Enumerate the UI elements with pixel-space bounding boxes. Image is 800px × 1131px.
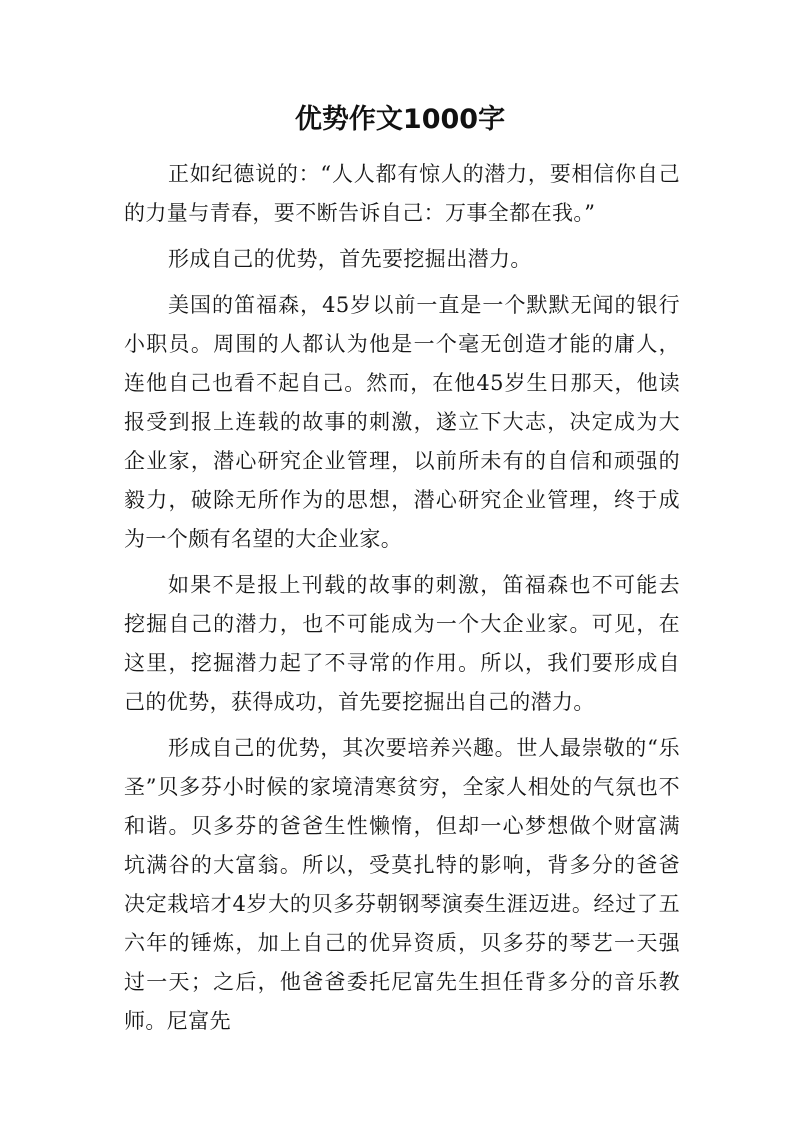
paragraph: 形成自己的优势，首先要挖掘出潜力。: [168, 247, 532, 271]
paragraph: 美国的笛福森，45岁以前一直是一个默默无闻的银行小职员。周围的人都认为他是一个毫无创造才能的庸人，连他自己也看不起自己。然而，在他45岁生日那天，他读报受到报上连载的故事的刺激，遂立下大志，决定成为大企业家，潜心研究企业管理，以前所未有的自信和顽强的毅力，破除无所作为的思想，潜心研究企业管理，终于成为一个颇有名望的大企业家。: [124, 293, 680, 551]
document-title: 优势作文1000字: [294, 104, 506, 135]
paragraph: 如果不是报上刊载的故事的刺激，笛福森也不可能去挖掘自己的潜力，也不可能成为一个大企业家。可见，在这里，挖掘潜力起了不寻常的作用。所以，我们要形成自己的优势，获得成功，首先要挖掘出自己的潜力。: [124, 573, 680, 714]
paragraph: 形成自己的优势，其次要培养兴趣。世人最崇敬的“乐圣”贝多芬小时候的家境清寒贫穷，全家人相处的气氛也不和谐。贝多芬的爸爸生性懒惰，但却一心梦想做个财富满坑满谷的大富翁。所以，受莫扎特的影响，背多分的爸爸决定栽培才4岁大的贝多芬朝钢琴演奏生涯迈进。经过了五六年的锤炼，加上自己的优异资质，贝多芬的琴艺一天强过一天；之后，他爸爸委托尼富先生担任背多分的音乐教师。尼富先: [124, 736, 680, 1033]
paragraph: 正如纪德说的：“人人都有惊人的潜力，要相信你自己的力量与青春，要不断告诉自己：万事全都在我。”: [124, 162, 680, 225]
document-body: [124, 155, 680, 1048]
